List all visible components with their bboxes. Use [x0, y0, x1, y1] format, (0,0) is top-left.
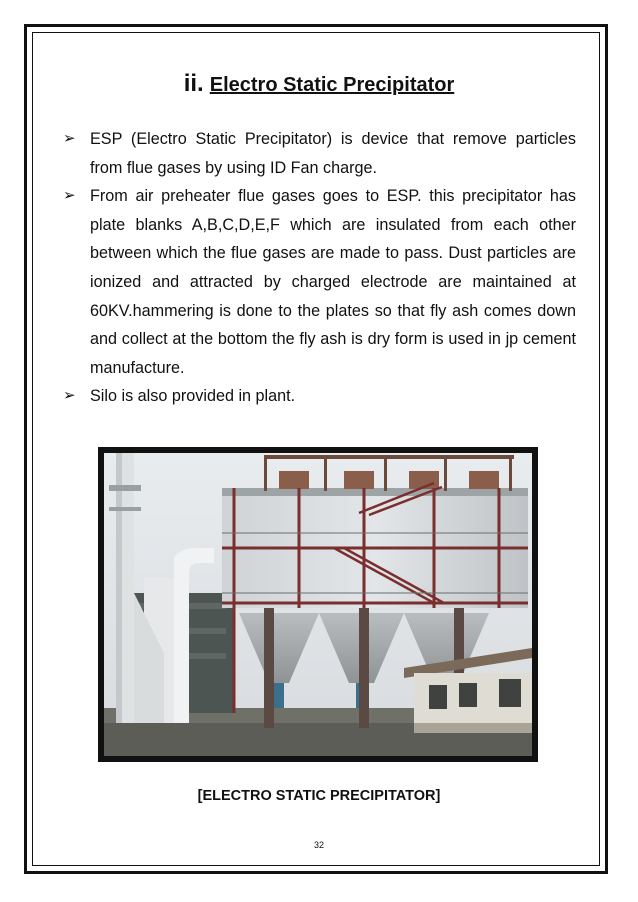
bullet-list — [62, 125, 576, 411]
bullet-item — [62, 125, 576, 182]
section-number: ii. — [183, 70, 204, 97]
bullet-text: ESP (Electro Static Precipitator) is device that remove particles from flue gases by using ID Fan charge. — [90, 130, 576, 177]
bullet-text: From air preheater flue gases goes to ESP. this precipitator has plate blanks A,B,C,D,E,F which are insulated from each other between which the flue gases are made to pass. Dust particles are ionized and attracted by charged electrode are maintained at 60KV.hammering is done to the plates so that fly ash comes down and collect at the bottom the fly ash is dry form is used in jp cement manufacture. — [90, 187, 576, 377]
bullet-item — [62, 382, 576, 411]
bullet-item — [62, 182, 576, 382]
esp-photo — [98, 447, 538, 762]
page-number: 32 — [313, 840, 324, 850]
arrow-bullet-icon: ➢ — [63, 387, 76, 405]
section-heading — [0, 70, 638, 98]
arrow-bullet-icon: ➢ — [63, 130, 76, 147]
bullet-text: Silo is also provided in plant. — [90, 387, 296, 406]
figure-caption: [ELECTRO STATIC PRECIPITATOR] — [197, 788, 441, 804]
esp-plant-illustration — [104, 453, 532, 756]
section-title: Electro Static Precipitator — [209, 74, 455, 96]
arrow-bullet-icon: ➢ — [63, 187, 76, 205]
